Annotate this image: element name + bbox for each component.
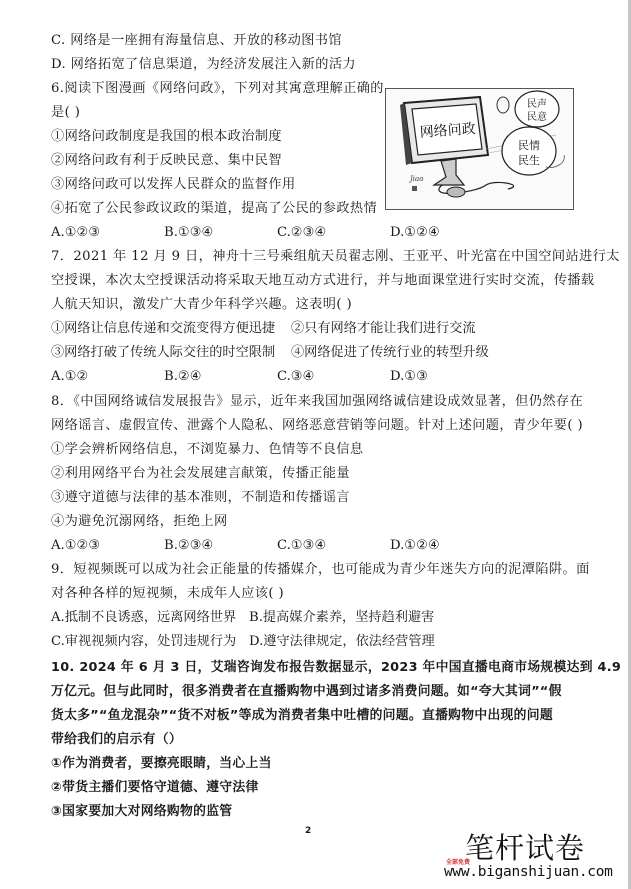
q9-stem-line2: 对各种各样的短视频，未成年人应该( ) [51, 586, 285, 601]
q8-option-a: A.①②③ [51, 538, 101, 553]
q10-stem-line4: 带给我们的启示有（） [51, 732, 182, 747]
bubble1-line1: 民声 [527, 99, 547, 110]
bubble2-line2: 民生 [518, 154, 540, 167]
q10-stem-line2: 万亿元。但与此同时，很多消费者在直播购物中遇到过诸多消费问题。如“夸大其词”“假 [51, 684, 562, 699]
q7-statement-3: ③网络打破了传统人际交往的时空限制 [51, 345, 276, 360]
q6-option-c: C.②③④ [277, 225, 327, 240]
bubble1-line2: 民意 [527, 112, 547, 123]
q5-option-d: D. 网络拓宽了信息渠道，为经济发展注入新的活力 [51, 57, 357, 72]
watermark-url: www.biganshijuan.com [444, 864, 613, 880]
q7-option-b: B.②④ [164, 369, 202, 384]
q8-stem-line2: 网络谣言、虚假宣传、泄露个人隐私、网络恶意营销等问题。针对上述问题，青少年要( ) [51, 418, 584, 433]
watermark-free-label: 全部免费 [446, 859, 471, 866]
q8-stem-line1: 8．《中国网络诚信发展报告》显示，近年来我国加强网络诚信建设成效显著，但仍然存在 [51, 394, 584, 409]
q10-stem-line3: 货太多”“鱼龙混杂”“货不对板”等成为消费者集中吐槽的问题。直播购物中出现的问题 [51, 708, 553, 723]
q8-statement-1: ①学会辨析网络信息，不浏览暴力、色情等不良信息 [51, 442, 364, 457]
q7-stem-line3: 人航天知识，激发广大青少年科学兴趣。这表明( ) [51, 297, 353, 312]
watermark-title: 笔杆试卷 [465, 831, 586, 865]
q7-statement-2: ②只有网络才能让我们进行交流 [291, 321, 476, 336]
q6-stem-line2: 是( ) [51, 105, 81, 120]
q7-stem-line1: 7．2021 年 12 月 9 日，神舟十三号乘组航天员翟志刚、王亚平、叶光富在中国空间站进行太 [51, 249, 620, 264]
q8-option-b: B.②③④ [164, 538, 214, 553]
q7-stem-line2: 空授课，本次太空授课活动将采取天地互动方式进行，并与地面课堂进行实时交流，传播载 [51, 273, 595, 288]
q7-statement-1: ①网络让信息传递和交流变得方便迅捷 [51, 321, 276, 336]
q6-statement-4: ④拓宽了公民参政议政的渠道，提高了公民的参政热情 [51, 201, 378, 216]
q6-statement-3: ③网络问政可以发挥人民群众的监督作用 [51, 177, 296, 192]
q7-statement-4: ④网络促进了传统行业的转型升级 [291, 345, 489, 360]
q10-statement-2: ②带货主播们要恪守道德、遵守法律 [51, 780, 259, 795]
q6-option-d: D.①②④ [390, 225, 440, 240]
q5-option-c: C. 网络是一座拥有海量信息、开放的移动图书馆 [51, 33, 342, 48]
q10-statement-3: ③国家要加大对网络购物的监管 [51, 804, 233, 819]
cartoon-screen-text: 网络问政 [419, 121, 477, 141]
page-number: 2 [305, 826, 312, 836]
q7-option-c: C.③④ [277, 369, 315, 384]
q8-option-c: C.①③④ [277, 538, 327, 553]
q6-option-b: B.①③④ [164, 225, 214, 240]
q9-option-c: C.审视视频内容，处罚违规行为 [51, 634, 237, 649]
q6-stem-line1: 6.阅读下图漫画《网络问政》，下列对其寓意理解正确的 [51, 81, 384, 96]
bubble2-line1: 民情 [518, 139, 540, 152]
q6-option-a: A.①②③ [51, 225, 101, 240]
q8-option-d: D.①②④ [390, 538, 440, 553]
q8-statement-3: ③遵守道德与法律的基本准则，不制造和传播谣言 [51, 490, 350, 505]
q6-statement-1: ①网络问政制度是我国的根本政治制度 [51, 129, 282, 144]
q9-option-b: B.提高媒介素养，坚持趋利避害 [249, 610, 435, 625]
q7-option-a: A.①② [51, 369, 89, 384]
q9-option-d: D.遵守法律规定，依法经营管理 [249, 634, 435, 649]
q8-statement-2: ②利用网络平台为社会发展建言献策，传播正能量 [51, 466, 350, 481]
svg-text:Jiao: Jiao [410, 175, 424, 183]
q10-statement-1: ①作为消费者，要擦亮眼睛，当心上当 [51, 756, 272, 771]
q9-option-a: A.抵制不良诱惑，远离网络世界 [51, 610, 237, 625]
q8-statement-4: ④为避免沉溺网络，拒绝上网 [51, 514, 228, 529]
q7-option-d: D.①③ [390, 369, 428, 384]
q6-statement-2: ②网络问政有利于反映民意、集中民智 [51, 153, 282, 168]
cartoon-drawing [386, 89, 573, 209]
cartoon-image [385, 88, 574, 210]
q9-stem-line1: 9．短视频既可以成为社会正能量的传播媒介，也可能成为青少年迷失方向的泥潭陷阱。面 [51, 562, 590, 577]
q10-stem-line1: 10. 2024 年 6 月 3 日，艾瑞咨询发布报告数据显示，2023 年中国直播电商市场规模达到 4.9 [51, 660, 622, 675]
